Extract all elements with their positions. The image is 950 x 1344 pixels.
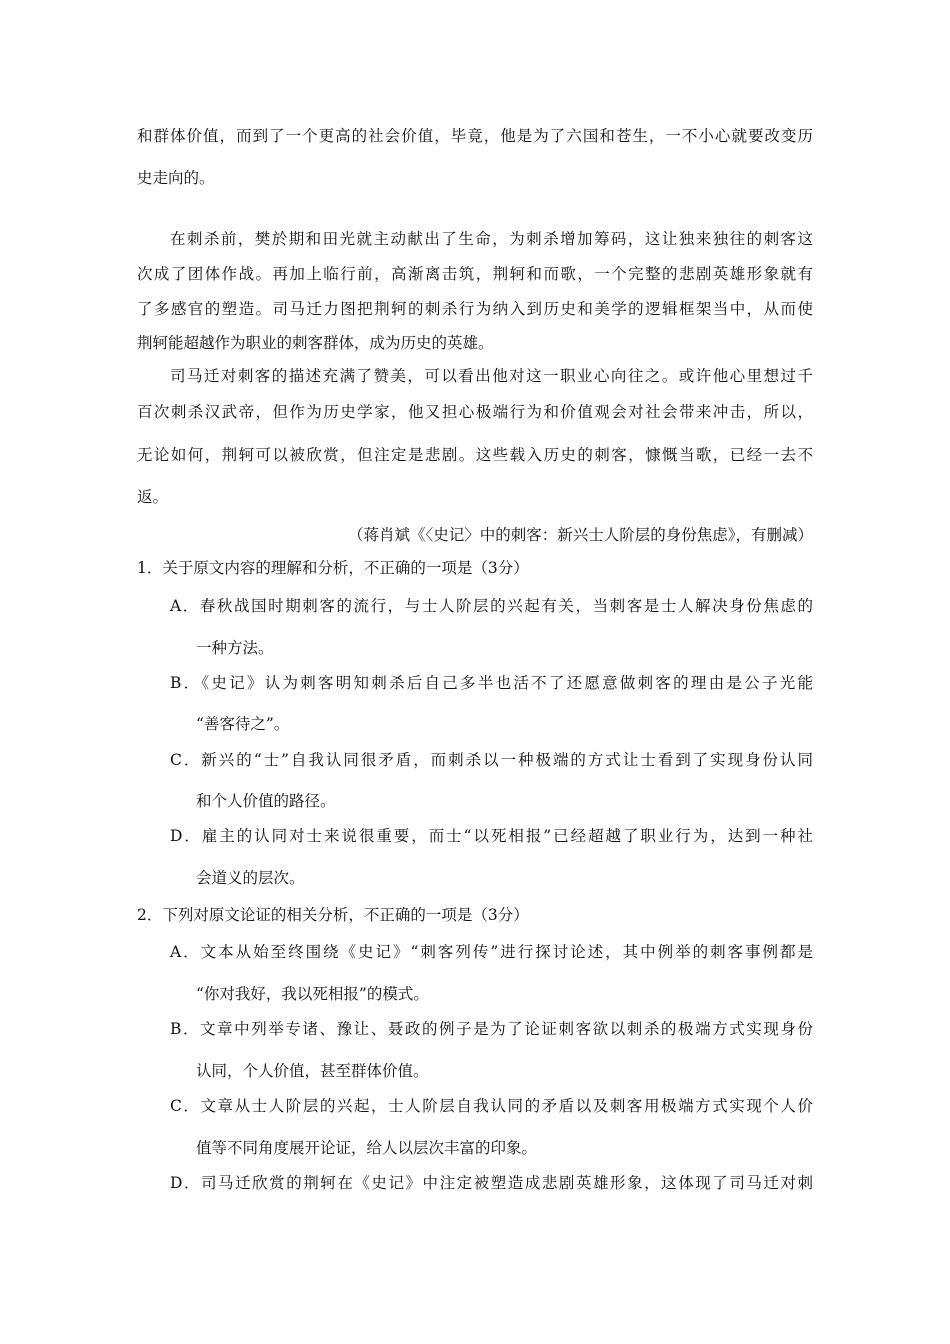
passage-line: 返。 — [137, 488, 169, 506]
passage-line: 史走向的。 — [137, 169, 215, 187]
question-2-option-d: D．司马迁欣赏的荆轲在《史记》中注定被塑造成悲剧英雄形象，这体现了司马迁对刺 — [170, 1174, 813, 1192]
passage-line: 无论如何，荆轲可以被欣赏，但注定是悲剧。这些载入历史的刺客，慷慨当歌，已经一去不 — [137, 446, 813, 464]
question-1-option-d-cont: 会道义的层次。 — [196, 869, 305, 887]
question-1-stem: 1．关于原文内容的理解和分析，不正确的一项是（3分） — [137, 559, 529, 577]
passage-line: 次成了团体作战。再加上临行前，高渐离击筑，荆轲和而歌，一个完整的悲剧英雄形象就有 — [137, 265, 813, 283]
question-2-option-c: C．文章从士人阶层的兴起，士人阶层自我认同的矛盾以及刺客用极端方式实现个人价 — [170, 1097, 813, 1115]
passage-line: 司马迁对刺客的描述充满了赞美，可以看出他对这一职业心向往之。或许他心里想过千 — [170, 367, 813, 385]
passage-line: 荆轲能超越作为职业的刺客群体，成为历史的英雄。 — [137, 334, 494, 352]
question-1-option-a-cont: 一种方法。 — [196, 639, 274, 657]
question-2-option-a: A．文本从始至终围绕《史记》“刺客列传”进行探讨论述，其中例举的刺客事例都是 — [170, 943, 813, 961]
question-1-option-c-cont: 和个人价值的路径。 — [196, 792, 336, 810]
question-1-option-d: D．雇主的认同对士来说很重要，而士“以死相报”已经超越了职业行为，达到一种社 — [170, 827, 813, 845]
passage-line: 了多感官的塑造。司马迁力图把荆轲的刺杀行为纳入到历史和美学的逻辑框架当中，从而使 — [137, 300, 813, 318]
passage-line: 在刺杀前，樊於期和田光就主动献出了生命，为刺杀增加筹码，这让独来独往的刺客这 — [170, 230, 813, 248]
passage-line: 和群体价值，而到了一个更高的社会价值，毕竟，他是为了六国和苍生，一不小心就要改变历 — [137, 127, 813, 145]
question-2-option-b-cont: 认同，个人价值，甚至群体价值。 — [196, 1062, 429, 1080]
question-2-option-b: B．文章中列举专诸、豫让、聂政的例子是为了论证刺客欲以刺杀的极端方式实现身份 — [170, 1020, 813, 1038]
question-1-option-b: B．《史记》认为刺客明知刺杀后自己多半也活不了还愿意做刺客的理由是公子光能 — [170, 674, 813, 692]
question-1-option-c: C．新兴的“士”自我认同很矛盾，而刺杀以一种极端的方式让士看到了实现身份认同 — [170, 751, 813, 769]
question-1-option-b-cont: “善客待之”。 — [196, 715, 290, 733]
passage-line: 百次刺杀汉武帝，但作为历史学家，他又担心极端行为和价值观会对社会带来冲击，所以， — [137, 403, 813, 421]
question-2-option-c-cont: 值等不同角度展开论证，给人以层次丰富的印象。 — [196, 1139, 538, 1157]
source-citation: （蒋肖斌《〈史记〉中的刺客：新兴士人阶层的身份焦虑》，有删减） — [347, 526, 813, 544]
question-2-option-a-cont: “你对我好，我以死相报”的模式。 — [196, 985, 429, 1003]
question-2-stem: 2．下列对原文论证的相关分析，不正确的一项是（3分） — [137, 906, 529, 924]
question-1-option-a: A．春秋战国时期刺客的流行，与士人阶层的兴起有关，当刺客是士人解决身份焦虑的 — [170, 597, 813, 615]
